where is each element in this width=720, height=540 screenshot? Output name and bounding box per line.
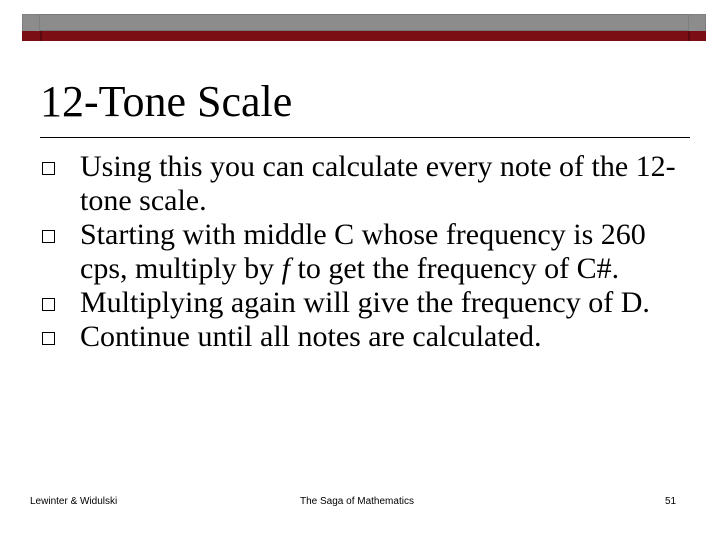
bullet-text-segment: to get the frequency of C#. bbox=[290, 252, 620, 285]
bullet-list bbox=[40, 150, 700, 354]
decoration-divider-left bbox=[40, 31, 42, 41]
bullet-text-segment: Continue until all notes are calculated. bbox=[80, 320, 542, 353]
bullet-text-segment: Using this you can calculate every note of the 12-tone scale. bbox=[80, 150, 676, 217]
slide-title: 12-Tone Scale bbox=[40, 77, 293, 126]
top-decoration-bar bbox=[0, 0, 720, 42]
title-underline bbox=[40, 137, 690, 138]
bullet-item bbox=[40, 320, 700, 354]
bullet-text-segment: Multiplying again will give the frequency of D. bbox=[80, 286, 650, 319]
decoration-divider-right bbox=[688, 31, 690, 41]
bullet-text bbox=[80, 218, 646, 285]
bullet-square-icon bbox=[42, 162, 55, 175]
bullet-item bbox=[40, 218, 700, 286]
bullet-square-icon bbox=[42, 298, 55, 311]
decoration-square-right bbox=[688, 14, 706, 32]
decoration-band-grey bbox=[40, 14, 688, 31]
bullet-item bbox=[40, 286, 700, 320]
bullet-text-italic-segment: f bbox=[281, 252, 291, 285]
bullet-text-segment: Starting with middle C whose frequency is 260 cps, multiply by bbox=[80, 218, 646, 285]
bullet-square-icon bbox=[42, 332, 55, 345]
footer-page-number: 51 bbox=[665, 496, 677, 507]
bullet-text bbox=[80, 286, 650, 319]
footer-authors: Lewinter & Widulski bbox=[30, 496, 118, 507]
bullet-text bbox=[80, 150, 676, 217]
footer-book-title: The Saga of Mathematics bbox=[300, 496, 414, 507]
bullet-item bbox=[40, 150, 700, 218]
bullet-square-icon bbox=[42, 230, 55, 243]
bullet-text bbox=[80, 320, 542, 353]
decoration-band-red bbox=[22, 31, 706, 41]
decoration-square-left bbox=[22, 14, 40, 32]
